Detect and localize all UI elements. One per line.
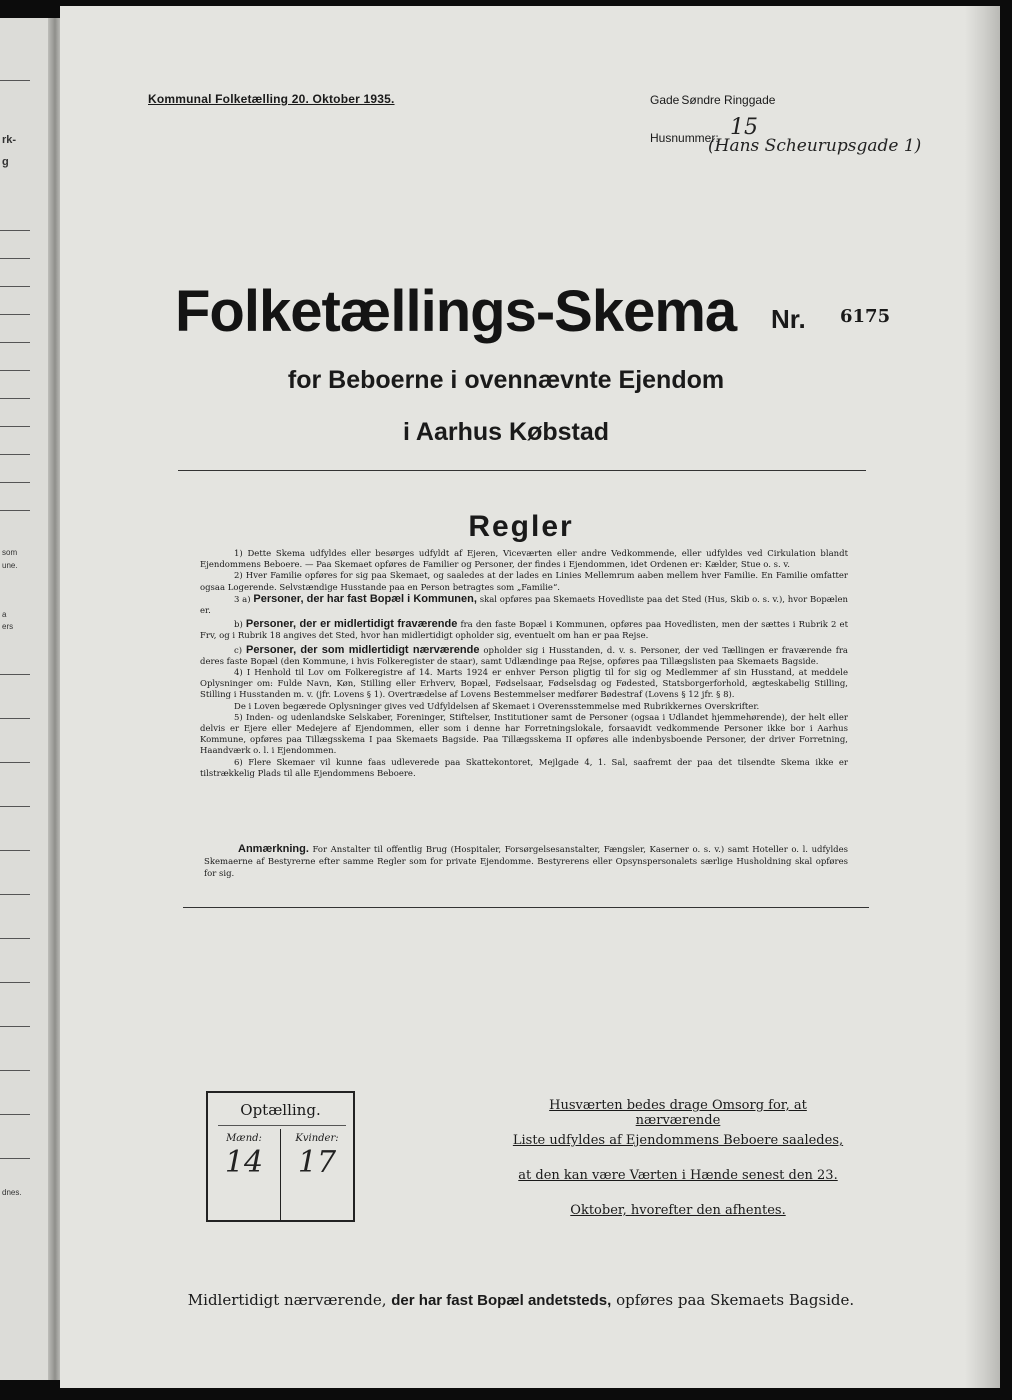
- left-rule: [0, 1158, 30, 1159]
- rule-6: 6) Flere Skemaer vil kunne faas udleverede paa Skattekontoret, Mejlgade 4, 1. Sal, saafremt der paa det tilsendte Skema ikke er tilstrækkelig Plads til alle Ejendommens Beboere.: [200, 757, 848, 779]
- left-rule: [0, 762, 30, 763]
- gade-field: [650, 93, 775, 107]
- left-rule: [0, 718, 30, 719]
- nr-label: Nr.: [771, 304, 806, 334]
- husnummer-label: Husnummer:: [650, 131, 719, 145]
- left-rule: [0, 894, 30, 895]
- form-title: Folketællings-Skema: [175, 279, 737, 344]
- rule-1: 1) Dette Skema udfyldes eller besørges udfyldt af Ejeren, Viceværten eller andre Vedkommende, eller udfyldes ved Cirkulation blandt Ejendommens Beboere. — Paa Skemaet opføres de Familier og Personer, der findes i Ejendommen, idet Ordenen er: Kælder, Stue o. s. v.: [200, 549, 848, 571]
- left-rule: [0, 982, 30, 983]
- box-divider: [218, 1125, 346, 1126]
- anmaerkning-text: For Anstalter til offentlig Brug (Hospitaler, Forsørgelsesanstalter, Fængsler, Kaserner o. s. v.) samt Hoteller o. l. udfyldes Skemaerne af Bestyrerne efter samme Regler som for private Ejendomme. Bestyrerens eller Opsynspersonalets særlige Husholdning skal opføres for sig.: [204, 845, 848, 879]
- note-line: Husværten bedes drage Omsorg for, at nærværende: [549, 1098, 807, 1128]
- left-text: une.: [2, 561, 18, 570]
- kvinder-count: 17: [297, 1145, 337, 1180]
- left-rule: [0, 230, 30, 231]
- husnummer-value: 15: [730, 115, 759, 140]
- left-text: dnes.: [2, 1188, 22, 1197]
- left-rule: [0, 850, 30, 851]
- left-rule: [0, 1026, 30, 1027]
- left-text: ers: [2, 622, 14, 631]
- anmaerkning: [204, 843, 848, 880]
- divider: [178, 470, 866, 471]
- left-rule: [0, 674, 30, 675]
- optaelling-box: [206, 1091, 355, 1222]
- left-rule: [0, 938, 30, 939]
- subtitle-line1: for Beboerne i ovennævnte Ejendom: [287, 366, 725, 394]
- nr-value: 6175: [840, 306, 891, 327]
- rule-3c: c) Personer, der som midlertidigt nærværende opholder sig i Husstanden, d. v. s. Personer, der ved Tællingen er fraværende fra deres faste Bopæl (den Kommune, i hvis Folkeregister de staar), samt Udlændinge paa Rejse, opføres paa Tillægslisten paa Skemaets Bagside.: [200, 643, 849, 667]
- left-rule: [0, 482, 30, 483]
- left-rule: [0, 806, 30, 807]
- kvinder-label: Kvinder:: [295, 1133, 339, 1144]
- rules-text: [200, 549, 848, 780]
- left-rule: [0, 342, 30, 343]
- left-text: rk-: [2, 134, 17, 146]
- note-line: Liste udfyldes af Ejendommens Beboere saaledes,: [512, 1133, 844, 1148]
- subtitle-line2: i Aarhus Købstad: [402, 418, 610, 446]
- note-line: at den kan være Værten i Hænde senest den 23.: [518, 1168, 838, 1183]
- left-text: som: [2, 548, 18, 557]
- rule-5: 5) Inden- og udenlandske Selskaber, Foreninger, Stiftelser, Institutioner samt de Personer (ogsaa i Udlandet hjemmehørende), der helt eller delvis er Ejere eller Medejere af Ejendommen, eller som i denne har Forretningslokale, forsaavidt vedkommende Personer ikke bor i Aarhus Kommune, opføres paa Tillægsskema I paa Skemaets Bagside. Paa Tillægsskema II opføres alle indenbysboende Personer, der driver Forretning, Haandværk o. l. i Ejendommen.: [200, 712, 848, 757]
- rule-3b: b) Personer, der er midlertidigt fraværende fra den faste Bopæl i Kommunen, opføres paa Hovedlisten, men der sættes i Rubrik 2 et Frv, og i Rubrik 18 angives det Sted, hvor han midlertidigt opholder sig, eventuelt om han er paa Rejse.: [200, 618, 849, 642]
- census-header: Kommunal Folketælling 20. Oktober 1935.: [148, 92, 395, 106]
- note-line: Oktober, hvorefter den afhentes.: [570, 1203, 786, 1218]
- left-rule: [0, 258, 30, 259]
- rule-4b: De i Loven begærede Oplysninger gives ved Udfyldelsen af Skemaet i Overensstemmelse med Rubrikkernes Overskrifter.: [234, 701, 760, 712]
- maend-label: Mænd:: [226, 1133, 262, 1144]
- regler-heading: Regler: [468, 510, 574, 543]
- anmaerkning-label: Anmærkning.: [238, 843, 309, 855]
- left-text: g: [2, 156, 9, 168]
- left-rule: [0, 398, 30, 399]
- left-rule: [0, 286, 30, 287]
- sheet-edge: [965, 6, 1000, 1388]
- optaelling-title: Optælling.: [240, 1101, 321, 1119]
- rule-3a: 3 a) Personer, der har fast Bopæl i Kommunen, skal opføres paa Skemaets Hovedliste paa det Sted (Hus, Skib o. s. v.), hvor Bopælen er.: [200, 592, 849, 617]
- footer-note: Midlertidigt nærværende, der har fast Bopæl andetsteds, opføres paa Skemaets Bagside.: [187, 1291, 855, 1309]
- maend-count: 14: [224, 1145, 264, 1180]
- rule-4: 4) I Henhold til Lov om Folkeregistre af 14. Marts 1924 er enhver Person pligtig til for sig og Medlemmer af sin Husstand, at meddele Oplysninger om: Fulde Navn, Køn, Stilling eller Erhverv, Bopæl, Fødselsaar, Fødselsdag og Fødested, Statsborgerforhold, ægteskabelig Stilling, Stilling i Husstanden m. v. (jfr. Lovens § 1). Overtrædelse af Lovens Bestemmelser medfører Bødestraf (Lovens § 12 jfr. § 8).: [200, 668, 848, 701]
- gade-label: Gade: [650, 93, 680, 107]
- left-rule: [0, 314, 30, 315]
- left-rule: [0, 1114, 30, 1115]
- rule-2: 2) Hver Familie opføres for sig paa Skemaet, og saaledes at der lades en Linies Mellemrum aaben mellem hver Familie. En Familie omfatter ogsaa Logerende. Selvstændige Husstande paa en Person betragtes som „Familie“.: [200, 571, 848, 593]
- left-rule: [0, 1070, 30, 1071]
- divider: [183, 907, 869, 908]
- left-rule: [0, 80, 30, 81]
- left-rule: [0, 454, 30, 455]
- gade-value: Søndre Ringgade: [681, 93, 776, 107]
- left-text: a: [2, 610, 7, 619]
- husnummer-note: (Hans Scheurupsgade 1): [708, 136, 922, 156]
